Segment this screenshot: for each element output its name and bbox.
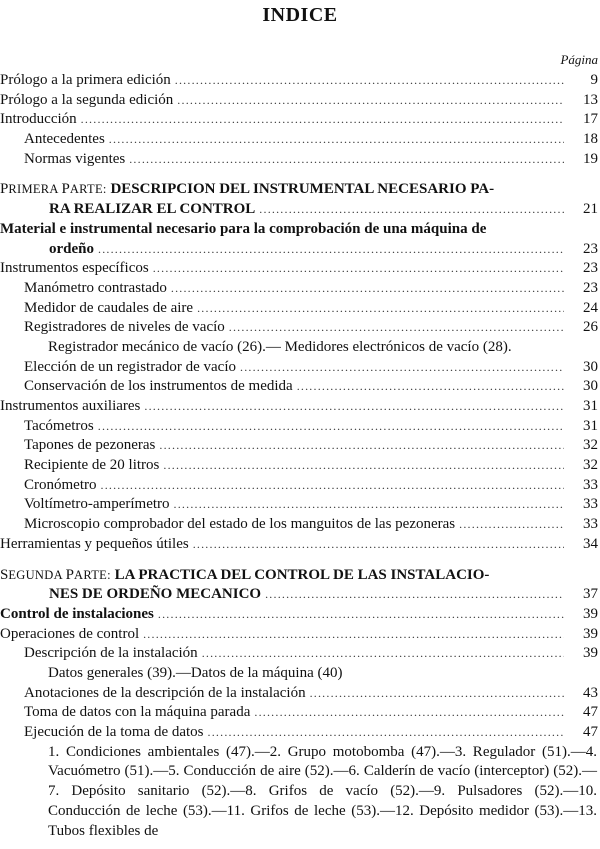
toc-entry bbox=[0, 358, 600, 378]
part1-heading-line1 bbox=[0, 180, 600, 200]
toc-entry-page-number: 31 bbox=[583, 398, 598, 414]
leader-dots bbox=[229, 318, 564, 338]
ejecucion-subentries: 1. Condiciones ambientales (47).—2. Grupo motobomba (47).—3. Regulador (51).—4. Vacuómetro (51).—5. Conducción de aire (52).—6. Calderín de vacío (interceptor) (52).—7. Depósito sanitario (52).—8. Grifos de vacío (52).—9. Pulsadores (52).—10. Conducción de leche (53).—11. Grifos de leche (53).—12. Depósito medidor (53).—13. Tubos flexibles de bbox=[48, 743, 597, 839]
toc-entry-title: Instrumentos auxiliares bbox=[0, 398, 141, 414]
toc-entry bbox=[0, 436, 600, 456]
toc-entry-page-number: 17 bbox=[583, 111, 598, 128]
toc-entry-title: Elección de un registrador de vacío bbox=[24, 358, 236, 375]
toc-group-instrumentos bbox=[0, 259, 600, 338]
leader-dots bbox=[197, 299, 564, 319]
leader-dots bbox=[98, 240, 564, 260]
toc-entry bbox=[0, 703, 600, 723]
toc-entry bbox=[0, 299, 600, 319]
toc-entry bbox=[0, 417, 600, 437]
control-heading-page-number: 39 bbox=[583, 605, 598, 622]
toc-entry-title: Ejecución de la toma de datos bbox=[24, 724, 204, 740]
toc-entry-title: Manómetro contrastado bbox=[24, 279, 167, 296]
toc-entry-page-number: 31 bbox=[583, 417, 598, 434]
toc-entry-page-number: 33 bbox=[583, 516, 598, 533]
registradores-subentries: Registrador mecánico de vacío (26).— Medidores electrónicos de vacío (28). bbox=[48, 338, 512, 355]
toc-entry-page-number: 26 bbox=[583, 319, 598, 336]
toc-entry-title: Instrumentos específicos bbox=[0, 260, 149, 277]
toc-entry bbox=[0, 279, 600, 299]
leader-dots bbox=[153, 259, 564, 279]
toc-entry-title: Voltímetro-amperímetro bbox=[24, 496, 170, 513]
toc-entry-page-number: 33 bbox=[583, 476, 598, 493]
toc-group-intro bbox=[0, 71, 600, 169]
toc-entry bbox=[0, 644, 600, 664]
leader-dots bbox=[171, 279, 564, 299]
part2-heading-text2: NES DE ORDEÑO MECANICO bbox=[49, 586, 262, 603]
part2-heading-text1: LA PRACTICA DEL CONTROL DE LAS INSTALACIO- bbox=[114, 566, 490, 583]
toc-entry-title: Descripción de la instalación bbox=[24, 645, 198, 662]
toc-group-operaciones bbox=[0, 625, 600, 664]
toc-entry-title: Tacómetros bbox=[24, 417, 94, 434]
part2-heading-line2 bbox=[0, 585, 600, 605]
toc-entry bbox=[0, 515, 600, 535]
toc-entry-page-number: 39 bbox=[583, 645, 598, 662]
toc-entry-title: Prólogo a la segunda edición bbox=[0, 91, 174, 108]
part1-heading-text2: RA REALIZAR EL CONTROL bbox=[49, 201, 256, 218]
toc-entry-page-number: 18 bbox=[583, 131, 598, 148]
toc-entry-title: Medidor de caudales de aire bbox=[24, 299, 194, 316]
part2-label-first-rest: EGUNDA bbox=[8, 567, 66, 582]
leader-dots bbox=[175, 71, 564, 91]
control-heading bbox=[0, 605, 600, 625]
toc-entry bbox=[0, 130, 600, 150]
toc-entry-page-number: 13 bbox=[583, 91, 598, 108]
toc-entry bbox=[0, 535, 600, 555]
part1-label-first-rest: RIMERA bbox=[8, 182, 62, 197]
toc-entry-page-number: 30 bbox=[583, 358, 598, 375]
toc-entry-page-number: 34 bbox=[583, 535, 598, 552]
toc-entry-title: Prólogo a la primera edición bbox=[0, 72, 171, 88]
toc-entry bbox=[0, 476, 600, 496]
toc-entry-page-number: 23 bbox=[583, 260, 598, 277]
material-page-number: 23 bbox=[583, 240, 598, 257]
control-heading-text: Control de instalaciones bbox=[0, 605, 154, 622]
toc-entry-title: Introducción bbox=[0, 111, 77, 128]
toc-entry-title: Toma de datos con la máquina parada bbox=[24, 704, 251, 721]
toc-entry-title: Antecedentes bbox=[24, 131, 105, 148]
toc-group-toma-datos bbox=[0, 684, 600, 743]
toc-entry-title: Normas vigentes bbox=[24, 150, 126, 167]
toc-entry-title: Conservación de los instrumentos de medida bbox=[24, 378, 293, 395]
leader-dots bbox=[265, 585, 564, 605]
part1-label-first-cap: P bbox=[0, 181, 9, 198]
leader-dots bbox=[208, 723, 564, 743]
toc-entry-page-number: 33 bbox=[583, 496, 598, 513]
toc-entry bbox=[0, 150, 600, 170]
toc-entry-page-number: 32 bbox=[583, 437, 598, 454]
leader-dots bbox=[259, 200, 564, 220]
leader-dots bbox=[174, 495, 564, 515]
toc-entry-page-number: 30 bbox=[583, 378, 598, 395]
material-heading-line1: Material e instrumental necesario para la comprobación de una máquina de bbox=[0, 220, 487, 237]
toc-entry-page-number: 47 bbox=[583, 704, 598, 721]
toc-entry-title: Registradores de niveles de vacío bbox=[24, 319, 225, 336]
part1-label-second-rest: ARTE: bbox=[69, 182, 107, 197]
leader-dots bbox=[158, 605, 564, 625]
descripcion-subentries: Datos generales (39).—Datos de la máquina (40) bbox=[48, 664, 343, 681]
toc-entry bbox=[0, 397, 600, 417]
part2-label-second-cap: P bbox=[65, 566, 74, 583]
toc-entry-page-number: 9 bbox=[590, 72, 598, 88]
table-of-contents bbox=[0, 71, 600, 841]
leader-dots bbox=[240, 358, 564, 378]
leader-dots bbox=[98, 417, 564, 437]
toc-entry bbox=[0, 318, 600, 338]
leader-dots bbox=[193, 535, 564, 555]
toc-entry-page-number: 43 bbox=[583, 684, 598, 701]
leader-dots bbox=[144, 397, 564, 417]
toc-entry bbox=[0, 110, 600, 130]
part2-page-number: 37 bbox=[583, 586, 598, 603]
toc-entry-page-number: 19 bbox=[583, 150, 598, 167]
toc-entry-title: Microscopio comprobador del estado de los manguitos de las pezoneras bbox=[24, 516, 456, 533]
toc-entry bbox=[0, 456, 600, 476]
toc-entry-page-number: 47 bbox=[583, 724, 598, 740]
spacer bbox=[0, 169, 600, 180]
leader-dots bbox=[143, 625, 564, 645]
leader-dots bbox=[297, 377, 564, 397]
leader-dots bbox=[177, 91, 564, 111]
material-heading-text2: ordeño bbox=[49, 240, 94, 257]
toc-entry bbox=[0, 625, 600, 645]
leader-dots bbox=[129, 150, 564, 170]
toc-entry-title: Herramientas y pequeños útiles bbox=[0, 535, 189, 552]
toc-entry bbox=[0, 259, 600, 279]
leader-dots bbox=[159, 436, 564, 456]
toc-entry bbox=[0, 723, 600, 743]
part2-heading-line1 bbox=[0, 566, 600, 586]
part1-heading-line2 bbox=[0, 200, 600, 220]
leader-dots bbox=[81, 110, 564, 130]
toc-entry bbox=[0, 495, 600, 515]
toc-entry-title: Tapones de pezoneras bbox=[24, 437, 156, 454]
part2-label-first-cap: S bbox=[0, 566, 9, 583]
leader-dots bbox=[254, 703, 564, 723]
toc-entry bbox=[0, 377, 600, 397]
spacer bbox=[0, 555, 600, 566]
leader-dots bbox=[310, 684, 564, 704]
leader-dots bbox=[202, 644, 564, 664]
toc-entry-page-number: 23 bbox=[583, 279, 598, 296]
part1-label-second-cap: P bbox=[61, 181, 70, 198]
part1-page-number: 21 bbox=[583, 201, 598, 218]
toc-entry bbox=[0, 91, 600, 111]
leader-dots bbox=[459, 515, 564, 535]
toc-entry-title: Recipiente de 20 litros bbox=[24, 457, 160, 474]
leader-dots bbox=[101, 476, 565, 496]
leader-dots bbox=[109, 130, 564, 150]
toc-entry-title: Cronómetro bbox=[24, 476, 97, 493]
toc-entry-page-number: 39 bbox=[583, 625, 598, 642]
toc-entry-title: Operaciones de control bbox=[0, 625, 140, 642]
part2-label-second-rest: ARTE: bbox=[74, 567, 111, 582]
toc-entry-page-number: 24 bbox=[583, 299, 598, 316]
toc-entry-page-number: 32 bbox=[583, 457, 598, 474]
toc-entry bbox=[0, 71, 600, 91]
leader-dots bbox=[163, 456, 564, 476]
toc-entry-title: Anotaciones de la descripción de la instalación bbox=[24, 684, 306, 701]
page-column-header: Página bbox=[560, 52, 598, 67]
part1-heading-text1: DESCRIPCION DEL INSTRUMENTAL NECESARIO PA- bbox=[110, 181, 495, 198]
page-title: INDICE bbox=[262, 4, 338, 26]
toc-group-auxiliares bbox=[0, 358, 600, 555]
material-heading-line2 bbox=[0, 240, 600, 260]
toc-entry bbox=[0, 684, 600, 704]
